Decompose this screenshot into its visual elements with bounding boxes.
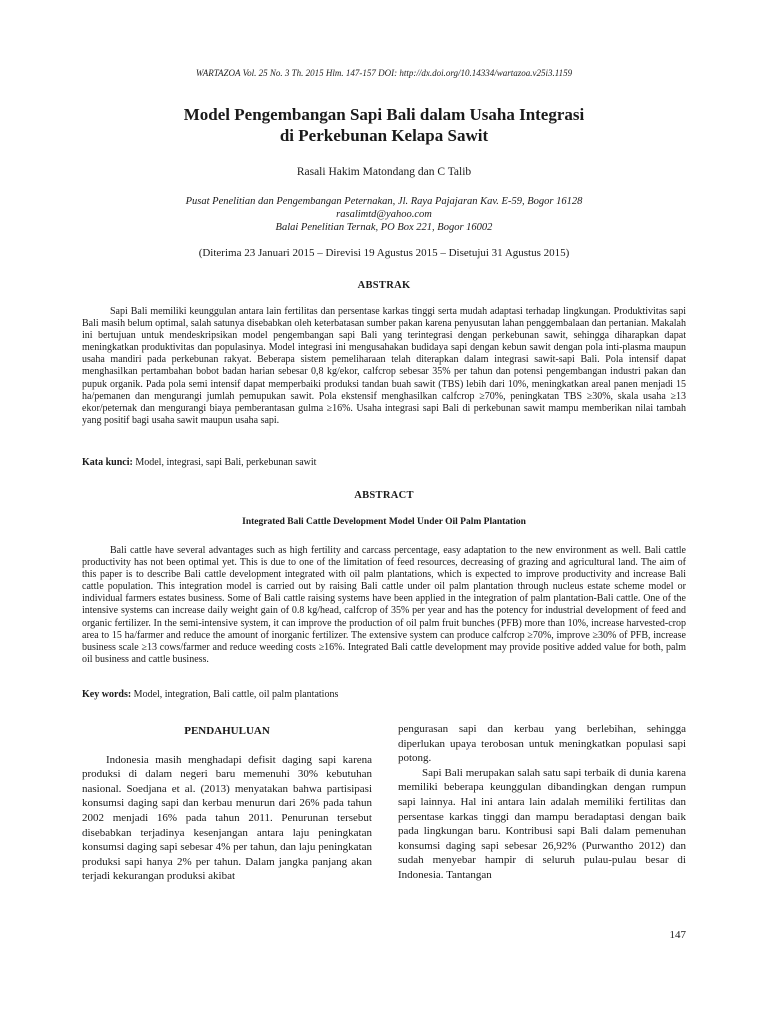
paper-title-line-2: di Perkebunan Kelapa Sawit <box>279 126 489 145</box>
keywords-label: Kata kunci: <box>82 457 133 468</box>
keywords-label: Key words: <box>82 689 132 700</box>
abstract-keywords <box>82 689 686 700</box>
paper-title-line-1: Model Pengembangan Sapi Bali dalam Usaha Integrasi <box>183 105 585 124</box>
author-email: rasalimtd@yahoo.com <box>336 209 432 220</box>
abstrak-paragraph: Sapi Bali memiliki keunggulan antara lain fertilitas dan persentase karkas tinggi serta mudah adaptasi terhadap lingkungan. Produktivitas sapi Bali masih belum optimal, salah satunya disebabkan oleh keterbatasan sumber pakan karena penyusutan lahan penggembalaan dan pertanian. Makalah ini bertujuan untuk mendeskripsikan model pengembangan sapi Bali yang terintegrasi dengan perkebunan sawit, sehingga diharapkan dapat meningkatkan produktivitas dan populasinya. Model integrasi ini mengusahakan budidaya sapi dengan kebun sawit dengan pola inti-plasma maupun usaha mandiri pada perkebunan rakyat. Beberapa sistem pemeliharaan telah diterapkan dalam integrasi sawit-sapi Bali. Pola intensif dapat menghasilkan pertambahan bobot badan harian sebesar 0,8 kg/ekor, calfcrop sebesar 35% per tahun dan potensi pengembangan industri pakan dan pupuk organik. Pada pola semi intensif dapat memperbaiki produksi tandan buah sawit (TBS) lebih dari 10%, meningkatkan areal panen menjadi 15 ha/pemanen dan mengurangi jumlah pemupukan sawit. Pola ekstensif menghasilkan calfcrop ≥70%, peningkatan TBS ≥30%, skala usaha ≥13 ekor/peternak dan mengurangi biaya pemberantasan gulma ≥16%. Usaha integrasi sapi Bali di perkebunan sawit mampu memberikan nilai tambah yang positif bagi usaha sawit maupun usaha sapi. <box>82 306 686 426</box>
page-number: 147 <box>669 929 686 941</box>
body-paragraph: pengurasan sapi dan kerbau yang berlebihan, sehingga diperlukan upaya terobosan untuk meningkatkan populasi sapi potong. <box>398 723 686 765</box>
abstract-heading: ABSTRACT <box>354 490 414 501</box>
paper-title <box>0 104 768 146</box>
abstrak-body <box>82 306 686 427</box>
journal-reference: WARTAZOA Vol. 25 No. 3 Th. 2015 Hlm. 147-157 DOI: http://dx.doi.org/10.14334/wartazoa.v25i3.1159 <box>195 68 573 78</box>
abstract-body <box>82 545 686 666</box>
affiliation-1: Pusat Penelitian dan Pengembangan Peternakan, Jl. Raya Pajajaran Kav. E-59, Bogor 16128 <box>185 196 583 207</box>
submission-dates: (Diterima 23 Januari 2015 – Direvisi 19 Agustus 2015 – Disetujui 31 Agustus 2015) <box>198 247 570 259</box>
right-column <box>398 722 686 883</box>
author-list: Rasali Hakim Matondang dan C Talib <box>296 166 472 178</box>
section-heading: PENDAHULUAN <box>184 725 270 737</box>
left-column <box>82 724 372 884</box>
abstrak-keywords <box>82 457 686 468</box>
abstrak-heading: ABSTRAK <box>357 280 411 291</box>
keywords-text: Model, integration, Bali cattle, oil palm plantations <box>133 689 339 700</box>
affiliation-2: Balai Penelitian Ternak, PO Box 221, Bogor 16002 <box>275 222 493 233</box>
keywords-text: Model, integrasi, sapi Bali, perkebunan sawit <box>135 457 317 468</box>
body-paragraph: Indonesia masih menghadapi defisit daging sapi karena produksi di dalam negeri baru memenuhi 30% kebutuhan nasional. Soedjana et al. (2013) menyatakan bahwa partisipasi konsumsi daging sapi dan kerbau menurun dari 26% pada tahun 2002 menjadi 16% pada tahun 2011. Penurunan tersebut disebabkan terjadinya kesenjangan antara laju peningkatan konsumsi daging sapi sebesar 4% per tahun, dan laju peningkatan produksi sapi hanya 2% per tahun. Dalam jangka panjang akan terjadi kekurangan produksi akibat <box>82 753 372 883</box>
body-paragraph: Sapi Bali merupakan salah satu sapi terbaik di dunia karena memiliki beberapa keunggulan dibandingkan dengan rumpun sapi lainnya. Hal ini antara lain adalah memiliki fertilitas dan persentase karkas tinggi dan mampu beradaptasi dengan baik pada lingkungan baru. Kontribusi sapi Bali dalam pemenuhan konsumsi daging sapi sebesar 26,92% (Purwantho 2012) dan sudah menyebar hampir di seluruh pulau-pulau besar di Indonesia. Tantangan <box>398 766 686 881</box>
abstract-paragraph: Bali cattle have several advantages such as high fertility and carcass percentage, easy adaptation to the new environment as well. Bali cattle productivity has not been optimal yet. This is due to one of the limitation of feed resources, decreasing of grazing and agricultural land. The aim of this paper is to describe Bali cattle development integrated with oil palm plantations, which is expected to improve productivity and increase Bali cattle population. This integration model is carried out by raising Bali cattle under oil palm plantation through nucleus estate scheme model or individual farmers estates business. Some of Bali cattle raising systems have been applied in the integration of palm plantation-Bali cattle. One of the intensive systems can increase daily weight gain of 0.8 kg/head, calfcrop of 35% per year and has the potency for industrial development of feed and organic fertilizer. In the semi-intensive system, it can improve the production of oil palm fruit bunches (PFB) more than 10%, increase harvested-crop area to 15 ha/farmer and reduce the amount of inorganic fertilizer. The extensive system can produce calfcrop ≥70%, improve ≥30% of PFB, increase business scale ≥13 cows/farmer and reduce weeding costs ≥16%. Integrated Bali cattle development may provide positive added value for both, palm oil business and cattle business. <box>82 545 686 665</box>
english-title: Integrated Bali Cattle Development Model Under Oil Palm Plantation <box>242 517 526 527</box>
affiliations <box>0 195 768 234</box>
